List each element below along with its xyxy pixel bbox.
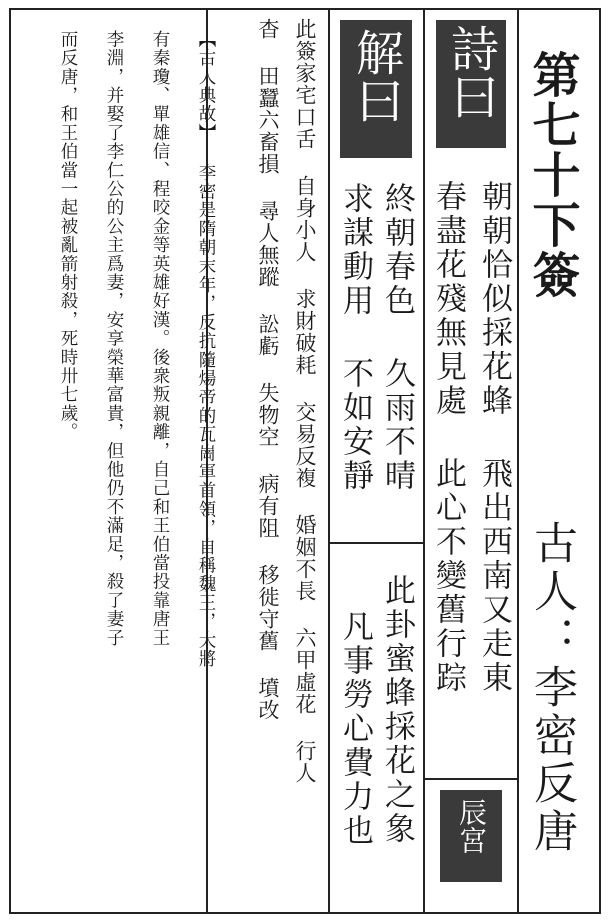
story-line-4: 而反唐，和王伯當一起被亂箭射殺，死時卅七歲。 [58,30,78,442]
story-line-3: 李淵，并娶了李仁公的公主爲妻，安享榮華富貴，但他仍不滿足，殺了妻子 [104,30,124,648]
palace-label-box [440,790,502,882]
historical-person: 古人：李密反唐 [526,520,577,856]
divider-solution [328,8,330,914]
solution-label-box [340,20,412,158]
palace-label: 辰宮 [455,798,488,854]
divider-omen [328,542,425,544]
fortune-line-1: 此簽家宅口舌 自身小人 求財破耗 交易反複 婚姻不長 六甲虛花 行人 [293,18,317,784]
solution-line-2: 求謀動用 不如安靜 [337,182,373,493]
poem-label-box [436,20,506,148]
poem-label: 詩曰 [442,24,499,120]
solution-line-1: 終朝春色 久雨不晴 [379,182,415,493]
omen-line-2: 凡事勞心費力也 [337,610,373,848]
poem-line-2: 春盡花殘無見處 此心不變舊行踪 [430,180,466,695]
omen-line-1: 此卦蜜蜂採花之象 [379,574,415,846]
fortune-title: 第七十下簽 [524,50,580,300]
solution-label: 解曰 [347,28,404,124]
fortune-line-2: 杳 田蠶六畜損 尋人無蹤 訟虧 失物空 病有阻 移徙守舊 墳改 [256,18,280,721]
story-line-1: 【古人典故】 李密是隋朝末年，反抗隨煬帝的瓦崗軍首領，自稱魏王，大將 [196,30,216,669]
poem-line-1: 朝朝恰似採花蜂 飛出西南又走東 [476,180,512,695]
story-line-2: 有秦瓊、單雄信、程咬金等英雄好漢。後衆叛親離，自己和王伯當投靠唐王 [150,30,170,648]
divider-palace [423,778,519,780]
